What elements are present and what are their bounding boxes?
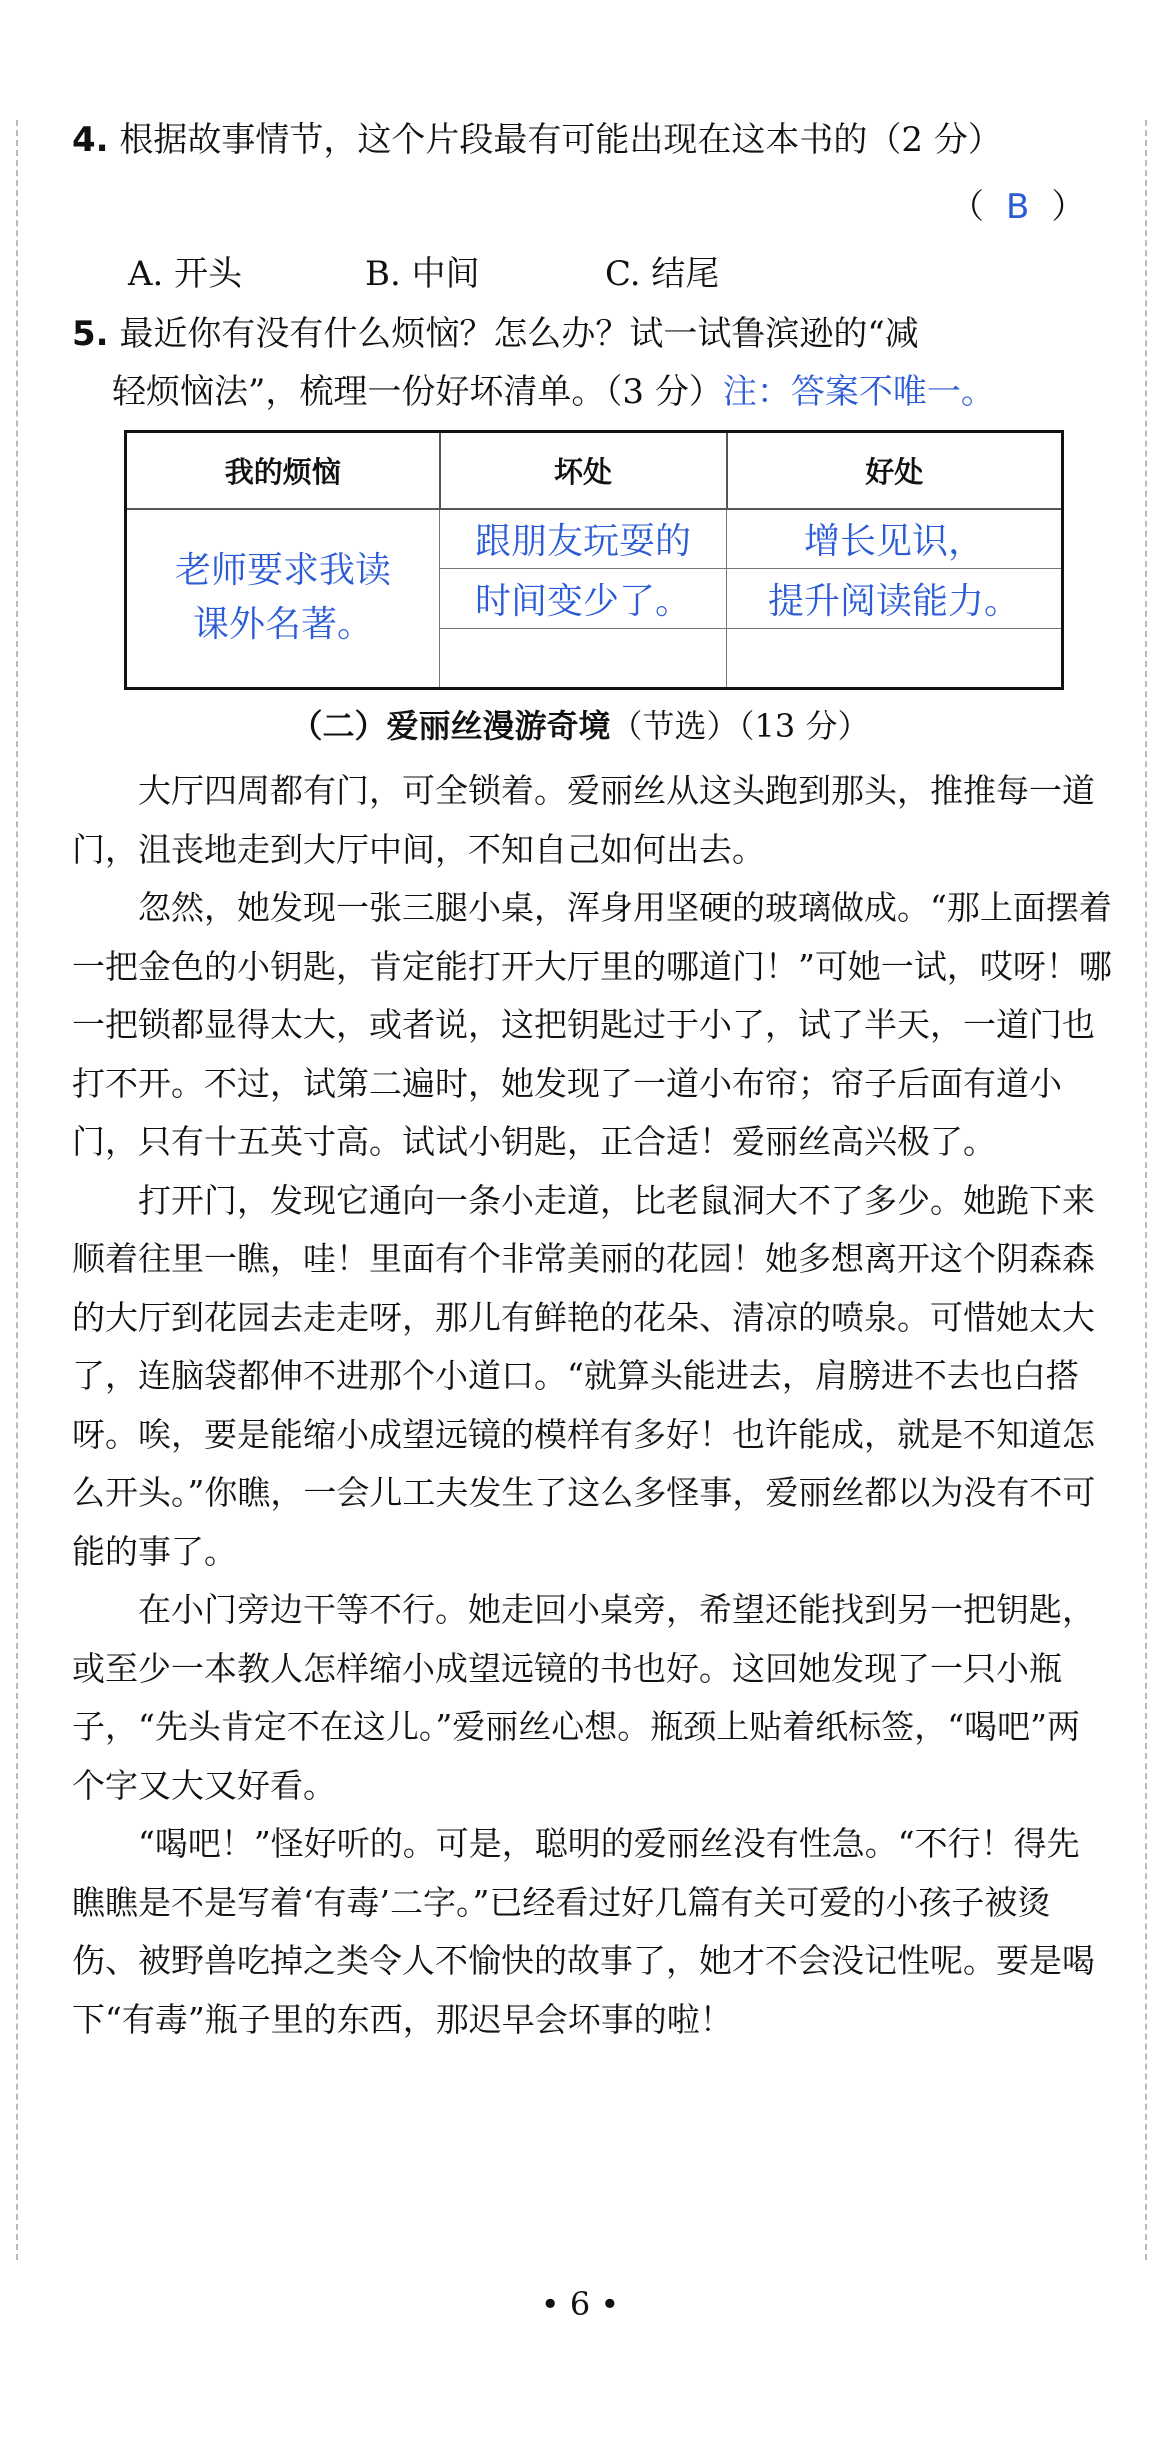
- section-title-tail: （节选）（13 分）: [610, 707, 870, 745]
- bad-cell-3: [440, 628, 727, 689]
- left-margin-line: [16, 120, 18, 2260]
- page-number: • 6 •: [540, 2285, 620, 2323]
- passage-paragraph-3: 打开门，发现它通向一条小走道，比老鼠洞大不了多少。她跪下来顺着往里一瞧，哇！里面有个非常美丽的花园！她多想离开这个阴森森的大厅到花园去走走呀，那儿有鲜艳的花朵、清凉的喷泉。可惜她太大了，连脑袋都伸不进那个小道口。“就算头能进去，肩膀进不去也白搭呀。唉，要是能缩小成望远镜的模样有多好！也许能成，就是不知道怎么开头。”你瞧，一会儿工夫发生了这么多怪事，爱丽丝都以为没有不可能的事了。: [72, 1180, 1096, 1571]
- section-title: [0, 704, 1160, 748]
- trouble-text: 老师要求我读课外名著。: [174, 550, 391, 646]
- passage-paragraph-1: 大厅四周都有门，可全锁着。爱丽丝从这头跑到那头，推推每一道门，沮丧地走到大厅中间，不知自己如何出去。: [72, 771, 1095, 869]
- question-4-answer-letter: B: [1006, 187, 1030, 227]
- question-5-text-1: 最近你有没有什么烦恼？怎么办？试一试鲁滨逊的“减: [119, 314, 919, 354]
- header-my-trouble: 我的烦恼: [126, 432, 440, 509]
- header-good: 好处: [727, 432, 1063, 509]
- trouble-table: [124, 430, 1064, 690]
- passage-paragraph-4: 在小门旁边干等不行。她走回小桌旁，希望还能找到另一把钥匙，或至少一本教人怎样缩小成望远镜的书也好。这回她发现了一只小瓶子，“先头肯定不在这儿。”爱丽丝心想。瓶颈上贴着纸标签，“喝吧”两个字又大又好看。: [72, 1590, 1095, 1805]
- question-5-note: 注：答案不唯一。: [722, 372, 995, 412]
- passage-paragraph-5: “喝吧！”怪好听的。可是，聪明的爱丽丝没有性急。“不行！得先瞧瞧是不是写着‘有毒’二字。”已经看过好几篇有关可爱的小孩子被烫伤、被野兽吃掉之类令人不愉快的故事了，她才不会没记性呢。要是喝下“有毒”瓶子里的东西，那迟早会坏事的啦！: [72, 1824, 1095, 2039]
- section-title-main: （二）爱丽丝漫游奇境: [290, 707, 611, 745]
- answer-paren-close: ）: [1051, 187, 1086, 227]
- option-c: C. 结尾: [605, 254, 720, 294]
- header-bad: 坏处: [440, 432, 727, 509]
- trouble-cell: [126, 509, 440, 689]
- good-cell-3: [727, 628, 1063, 689]
- bad-cell-1: 跟朋友玩耍的: [440, 509, 727, 569]
- passage-paragraph-2: 忽然，她发现一张三腿小桌，浑身用坚硬的玻璃做成。“那上面摆着一把金色的小钥匙，肯定能打开大厅里的哪道门！”可她一试，哎呀！哪一把锁都显得太大，或者说，这把钥匙过于小了，试了半天，一道门也打不开。不过，试第二遍时，她发现了一道小布帘；帘子后面有道小门，只有十五英寸高。试试小钥匙，正合适！爱丽丝高兴极了。: [72, 888, 1112, 1161]
- question-5-number: 5.: [72, 314, 109, 354]
- table-row: [126, 509, 1063, 569]
- good-cell-2: 提升阅读能力。: [727, 569, 1063, 628]
- trouble-table-header: [126, 432, 1063, 509]
- bad-cell-2: 时间变少了。: [440, 569, 727, 628]
- answer-paren-open: （: [950, 187, 984, 227]
- question-5-text-2: 轻烦恼法”，梳理一份好坏清单。（3 分）: [112, 372, 723, 412]
- right-margin-line: [1145, 120, 1147, 2260]
- question-5-line-2: [112, 370, 1152, 414]
- question-4-number: 4.: [72, 120, 109, 160]
- option-b: B. 中间: [365, 254, 480, 294]
- question-4-text: 根据故事情节，这个片段最有可能出现在这本书的（2 分）: [119, 120, 1002, 160]
- passage: [72, 762, 1112, 2049]
- question-5-line-1: [72, 312, 1112, 356]
- good-cell-1: 增长见识，: [727, 509, 1063, 569]
- option-a: A. 开头: [128, 254, 243, 294]
- question-4-answer: [950, 185, 1085, 229]
- question-4: [72, 118, 1112, 162]
